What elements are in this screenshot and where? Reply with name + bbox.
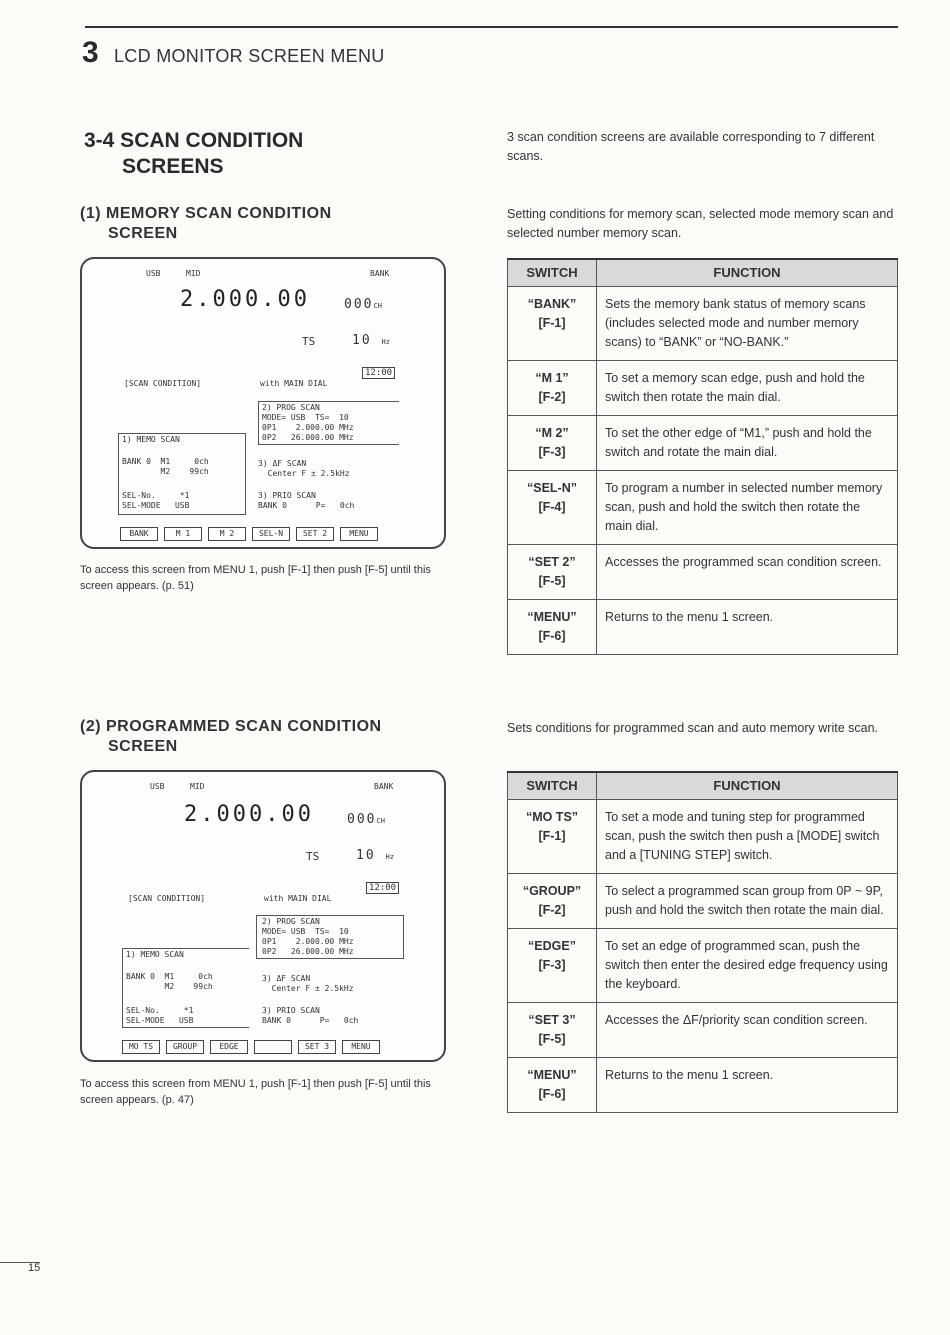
lcd-sel-line1: SEL-No. *1 — [122, 491, 190, 500]
lcd-memo-scan-title: 1) MEMO SCAN — [122, 435, 180, 444]
lcd-prog-scan-mode: MODE= USB TS= 10 — [262, 927, 349, 936]
table-row — [508, 1058, 898, 1113]
section-title-line2: SCREENS — [122, 155, 224, 178]
table-row — [508, 545, 898, 600]
lcd-prog-scan-title: 2) PROG SCAN — [262, 917, 320, 926]
function-cell: To select a programmed scan group from 0P ~ 9P, push and hold the switch then rotate the main dial. — [597, 874, 898, 929]
fkey-3: EDGE — [210, 1040, 248, 1054]
lcd-df-scan-title: 3) ΔF SCAN — [258, 459, 307, 468]
lcd-clock: 12:00 — [366, 882, 399, 894]
switch-cell: “MO TS” [F-1] — [508, 800, 597, 874]
lcd-prog-scan-op2: 0P2 26.000.00 MHz — [262, 433, 354, 442]
lcd-clock: 12:00 — [362, 367, 395, 379]
lcd-bank-line1: BANK 0 M1 0ch — [122, 457, 209, 466]
switch-cell: “SET 3” [F-5] — [508, 1003, 597, 1058]
programmed-scan-caption: To access this screen from MENU 1, push [F-1] then push [F-5] until this screen appears. (p. 47) — [80, 1078, 431, 1106]
lcd-channel: 000CH — [347, 812, 385, 827]
fkey-5: SET 2 — [296, 527, 334, 541]
lcd-df-scan-center: Center F ± 2.5kHz — [258, 469, 350, 478]
function-cell: To set an edge of programmed scan, push the switch then enter the desired edge frequency using the keyboard. — [597, 929, 898, 1003]
fkey-6: MENU — [340, 527, 378, 541]
lcd-prog-scan-op2: 0P2 26.000.00 MHz — [262, 947, 354, 956]
switch-cell: “SET 2” [F-5] — [508, 545, 597, 600]
fkey-3: M 2 — [208, 527, 246, 541]
fkey-2: M 1 — [164, 527, 202, 541]
page-number: 15 — [28, 1262, 41, 1274]
table-row — [508, 800, 898, 874]
lcd-sel-line1: SEL-No. *1 — [126, 1006, 194, 1015]
lcd-bank: BANK — [370, 269, 390, 278]
lcd-memo-scan-title: 1) MEMO SCAN — [126, 950, 184, 959]
lcd-frequency: 2.000.00 — [180, 287, 310, 312]
table-row — [508, 287, 898, 361]
table-row — [508, 874, 898, 929]
lcd-channel: 000CH — [344, 297, 382, 312]
lcd-dial-label: with MAIN DIAL — [264, 894, 332, 903]
fkey-1: MO TS — [122, 1040, 160, 1054]
function-cell: Sets the memory bank status of memory scans (includes selected mode and number memory scans) to “BANK” or “NO-BANK.” — [597, 287, 898, 361]
lcd-prio-scan-bank: BANK 0 P= 0ch — [258, 501, 355, 510]
lcd-function-keys — [120, 527, 378, 541]
fkey-5: SET 3 — [298, 1040, 336, 1054]
lcd-prog-scan-title: 2) PROG SCAN — [262, 403, 320, 412]
lcd-dial-label: with MAIN DIAL — [260, 379, 328, 388]
switch-cell: “MENU” [F-6] — [508, 1058, 597, 1113]
memory-scan-title-line1: (1) MEMORY SCAN CONDITION — [80, 205, 332, 222]
section-title — [84, 128, 303, 180]
programmed-scan-title-line1: (2) PROGRAMMED SCAN CONDITION — [80, 718, 382, 735]
lcd-prog-scan-mode: MODE= USB TS= 10 — [262, 413, 349, 422]
section-title-line1: 3-4 SCAN CONDITION — [84, 129, 304, 152]
function-cell: Accesses the ΔF/priority scan condition screen. — [597, 1003, 898, 1058]
table-header-row — [508, 259, 898, 287]
lcd-prio-scan-title: 3) PRIO SCAN — [262, 1006, 320, 1015]
lcd-agc: MID — [190, 782, 205, 791]
table-row — [508, 361, 898, 416]
switch-cell: “MENU” [F-6] — [508, 600, 597, 655]
header-function: FUNCTION — [597, 259, 898, 287]
function-cell: Accesses the programmed scan condition screen. — [597, 545, 898, 600]
header-function: FUNCTION — [597, 772, 898, 800]
memory-scan-lcd — [80, 257, 446, 549]
fkey-4: SEL-N — [252, 527, 290, 541]
table-row — [508, 471, 898, 545]
switch-cell: “GROUP” [F-2] — [508, 874, 597, 929]
programmed-scan-title — [80, 717, 382, 757]
memory-scan-description: Setting conditions for memory scan, selected mode memory scan and selected number memory scan. — [507, 207, 894, 240]
chapter-number: 3 — [82, 36, 99, 69]
lcd-sel-line2: SEL-MODE USB — [126, 1016, 194, 1025]
lcd-ts-value: 10 Hz — [352, 333, 390, 348]
fkey-2: GROUP — [166, 1040, 204, 1054]
lcd-ts-label: TS — [306, 850, 320, 863]
lcd-prio-scan-title: 3) PRIO SCAN — [258, 491, 316, 500]
programmed-scan-title-line2: SCREEN — [108, 738, 178, 755]
lcd-function-keys — [122, 1040, 380, 1054]
header-rule — [85, 26, 898, 28]
lcd-mode: USB — [150, 782, 165, 791]
function-cell: Returns to the menu 1 screen. — [597, 1058, 898, 1113]
table-row — [508, 929, 898, 1003]
switch-cell: “M 2” [F-3] — [508, 416, 597, 471]
function-cell: Returns to the menu 1 screen. — [597, 600, 898, 655]
switch-cell: “EDGE” [F-3] — [508, 929, 597, 1003]
lcd-ts-label: TS — [302, 335, 316, 348]
header-switch: SWITCH — [508, 772, 597, 800]
lcd-df-scan-title: 3) ΔF SCAN — [262, 974, 311, 983]
programmed-scan-description: Sets conditions for programmed scan and auto memory write scan. — [507, 721, 879, 735]
header-switch: SWITCH — [508, 259, 597, 287]
table-row — [508, 1003, 898, 1058]
lcd-condition-label: [SCAN CONDITION] — [128, 894, 206, 903]
lcd-ts-value: 10 Hz — [356, 848, 394, 863]
section-intro: 3 scan condition screens are available corresponding to 7 different scans. — [507, 130, 875, 163]
lcd-bank: BANK — [374, 782, 394, 791]
memory-scan-caption: To access this screen from MENU 1, push [F-1] then push [F-5] until this screen appears. (p. 51) — [80, 564, 431, 592]
fkey-1: BANK — [120, 527, 158, 541]
function-cell: To set a mode and tuning step for programmed scan, push the switch then push a [MODE] switch and a [TUNING STEP] switch. — [597, 800, 898, 874]
programmed-scan-lcd — [80, 770, 446, 1062]
lcd-sel-line2: SEL-MODE USB — [122, 501, 190, 510]
programmed-scan-table — [507, 771, 898, 1113]
table-header-row — [508, 772, 898, 800]
lcd-bank-line1: BANK 0 M1 0ch — [126, 972, 213, 981]
memory-scan-title — [80, 204, 332, 244]
function-cell: To program a number in selected number memory scan, push and hold the switch then rotate the main dial. — [597, 471, 898, 545]
lcd-df-scan-center: Center F ± 2.5kHz — [262, 984, 354, 993]
lcd-prog-scan-op1: 0P1 2.000.00 MHz — [262, 423, 354, 432]
lcd-agc: MID — [186, 269, 201, 278]
fkey-6: MENU — [342, 1040, 380, 1054]
lcd-mode: USB — [146, 269, 161, 278]
lcd-bank-line2: M2 99ch — [126, 982, 213, 991]
lcd-prog-scan-op1: 0P1 2.000.00 MHz — [262, 937, 354, 946]
chapter-title: LCD MONITOR SCREEN MENU — [114, 46, 385, 66]
table-row — [508, 600, 898, 655]
lcd-bank-line2: M2 99ch — [122, 467, 209, 476]
switch-cell: “SEL-N” [F-4] — [508, 471, 597, 545]
function-cell: To set a memory scan edge, push and hold the switch then rotate the main dial. — [597, 361, 898, 416]
lcd-condition-label: [SCAN CONDITION] — [124, 379, 202, 388]
memory-scan-table — [507, 258, 898, 655]
memory-scan-title-line2: SCREEN — [108, 225, 178, 242]
switch-cell: “M 1” [F-2] — [508, 361, 597, 416]
lcd-frequency: 2.000.00 — [184, 802, 314, 827]
fkey-4 — [254, 1040, 292, 1054]
switch-cell: “BANK” [F-1] — [508, 287, 597, 361]
function-cell: To set the other edge of “M1,” push and hold the switch and rotate the main dial. — [597, 416, 898, 471]
lcd-prio-scan-bank: BANK 0 P= 0ch — [262, 1016, 359, 1025]
table-row — [508, 416, 898, 471]
